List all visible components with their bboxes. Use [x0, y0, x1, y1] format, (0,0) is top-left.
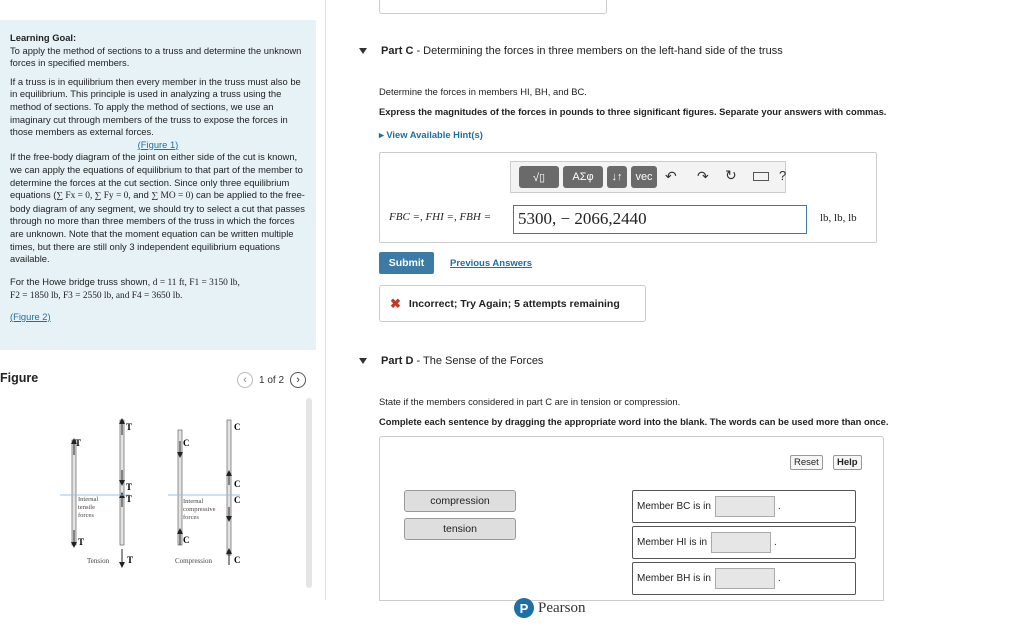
pearson-p-icon: P: [514, 598, 534, 618]
part-d-header[interactable]: Part D - The Sense of the Forces: [381, 355, 544, 367]
svg-text:T: T: [126, 494, 133, 504]
part-c-bold-instruction: Express the magnitudes of the forces in pounds to three significant figures. Separate your answers with commas.: [379, 106, 887, 117]
submit-button[interactable]: Submit: [379, 252, 434, 274]
learning-goal-panel: [0, 20, 316, 350]
feedback-box: [379, 285, 646, 322]
column-divider: [325, 0, 326, 600]
greek-symbols-button[interactable]: ΑΣφ: [563, 166, 603, 188]
subscript-button[interactable]: ↓↑: [607, 166, 627, 188]
svg-text:Internal: Internal: [78, 496, 99, 503]
chevron-right-icon[interactable]: ›: [290, 372, 306, 388]
help-button[interactable]: Help: [833, 455, 862, 470]
svg-text:T: T: [75, 438, 82, 448]
collapse-part-c-icon[interactable]: [359, 48, 367, 54]
answer-label: FBC =, FHI =, FBH =: [389, 211, 492, 223]
svg-text:Internal: Internal: [183, 498, 204, 505]
member-bc-sentence: Member BC is in .: [632, 490, 856, 523]
previous-answers-link[interactable]: Previous Answers: [450, 258, 533, 269]
reset-button[interactable]: Reset: [790, 455, 823, 470]
svg-text:C: C: [183, 438, 190, 448]
part-d-bold-instruction: Complete each sentence by dragging the appropriate word into the blank. The words can be used more than once.: [379, 416, 889, 427]
undo-icon[interactable]: ↶: [665, 168, 677, 184]
figure-scrollbar[interactable]: [306, 398, 312, 588]
view-hints-link[interactable]: ▸ View Available Hint(s): [379, 129, 483, 140]
collapse-part-d-icon[interactable]: [359, 358, 367, 364]
member-bh-sentence: Member BH is in .: [632, 562, 856, 595]
svg-text:forces: forces: [183, 514, 199, 521]
svg-text:tensile: tensile: [78, 504, 95, 511]
previous-answer-box: [379, 0, 607, 14]
answer-box: [379, 152, 877, 243]
svg-text:T: T: [126, 422, 133, 432]
svg-text:C: C: [234, 422, 241, 432]
reset-icon[interactable]: ↻: [725, 167, 737, 183]
figure-label: Figure: [0, 371, 39, 385]
goal-para2: If the free-body diagram of the joint on either side of the cut is known, we can apply the equations of equilibrium to that part of the member to determine the forces at the cut section. Since only three equilibrium equations (∑ Fx = 0, ∑ Fy = 0, and ∑ MO = 0) can be applied to the free-body diagram of any segment, we should try to select a cut that passes through no more than three members of the truss in which the forces are unknown. Note that the moment equation can be written multiple times, but there are still only 3 independent equilibrium equations available.: [10, 151, 305, 265]
figure2-link[interactable]: (Figure 2): [10, 310, 51, 322]
blank-hi[interactable]: [711, 532, 771, 553]
svg-text:Compression: Compression: [175, 557, 212, 565]
svg-text:Tension: Tension: [87, 557, 110, 565]
svg-text:forces: forces: [78, 512, 94, 519]
keyboard-icon[interactable]: [753, 172, 769, 181]
figure1-link[interactable]: (Figure 1): [137, 138, 179, 150]
part-c-header[interactable]: Part C - Determining the forces in three members on the left-hand side of the truss: [381, 45, 783, 57]
answer-units: lb, lb, lb: [820, 212, 857, 224]
word-compression[interactable]: compression: [404, 490, 516, 512]
answer-input[interactable]: 5300, − 2066,2440: [513, 205, 807, 234]
help-icon[interactable]: ?: [779, 168, 787, 183]
chevron-left-icon[interactable]: ‹: [237, 372, 253, 388]
pearson-logo: P Pearson: [514, 598, 586, 618]
equilibrium-eq: ∑ Fx = 0, ∑ Fy = 0,: [56, 191, 131, 202]
svg-text:C: C: [234, 495, 241, 505]
blank-bc[interactable]: [715, 496, 775, 517]
vector-button[interactable]: vec: [631, 166, 657, 188]
redo-icon[interactable]: ↷: [697, 168, 709, 184]
moment-eq: ∑ MO = 0): [151, 191, 194, 202]
part-d-instruction: State if the members considered in part C are in tension or compression.: [379, 396, 681, 407]
svg-text:C: C: [234, 555, 241, 565]
svg-text:compressive: compressive: [183, 506, 216, 513]
part-c-instruction: Determine the forces in members HI, BH, and BC.: [379, 86, 587, 97]
blank-bh[interactable]: [715, 568, 775, 589]
error-x-icon: ✖: [390, 295, 401, 311]
svg-text:C: C: [234, 479, 241, 489]
goal-heading: Learning Goal:: [10, 32, 77, 43]
svg-text:C: C: [183, 535, 190, 545]
truss-force-figure: [60, 415, 260, 575]
member-hi-sentence: Member HI is in .: [632, 526, 856, 559]
word-tension[interactable]: tension: [404, 518, 516, 540]
sqrt-template-button[interactable]: √▯: [519, 166, 559, 188]
figure-pager: [237, 371, 306, 389]
svg-text:T: T: [126, 482, 133, 492]
goal-para1: If a truss is in equilibrium then every member in the truss must also be in equilibrium. This principle is used in analyzing a truss using the method of sections. To apply the method of sections, we use an imaginary cut through members of the truss to expose the forces in those members as external forces.: [10, 75, 301, 138]
math-toolbar: [510, 161, 786, 193]
bridge-given: For the Howe bridge truss shown, d = 11 ft, F1 = 3150 lb, F2 = 1850 lb, F3 = 2550 lb, and F4 = 3650 lb.: [10, 275, 240, 302]
svg-text:T: T: [78, 537, 85, 547]
feedback-text: Incorrect; Try Again; 5 attempts remaining: [408, 297, 620, 310]
pager-text: 1 of 2: [259, 374, 285, 386]
goal-intro: To apply the method of sections to a truss and determine the unknown forces in specified members.: [10, 44, 302, 69]
svg-text:T: T: [127, 555, 134, 565]
